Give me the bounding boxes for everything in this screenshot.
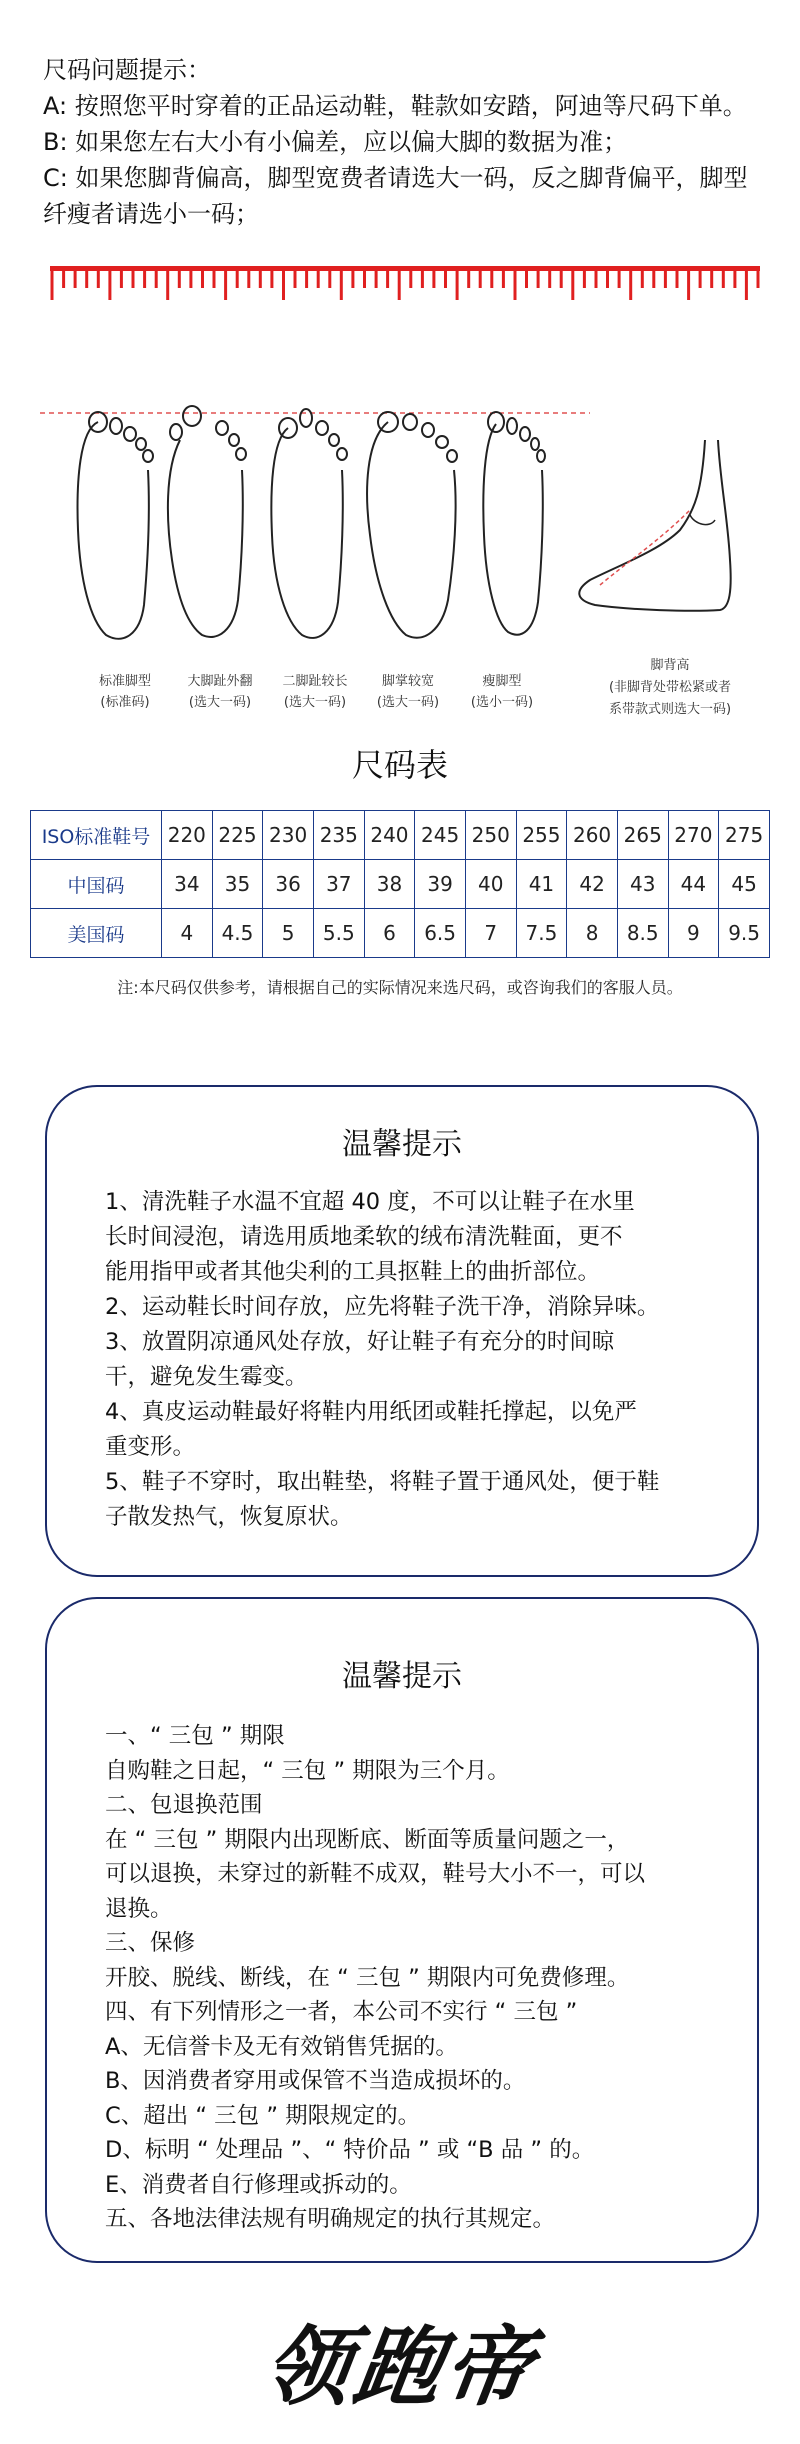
warranty-line: 三、保修 [105,1930,196,1956]
foot-side-instep [579,440,730,611]
size-cell: 5.5 [313,909,364,958]
warranty-line: 开胶、脱线、断线，在 “ 三包 ” 期限内可免费修理。 [105,1964,630,1991]
ruler-tick [340,266,343,300]
ruler-tick [421,266,424,288]
warranty-line: 退换。 [105,1895,173,1922]
ruler-tick [467,266,470,288]
ruler-tick [270,266,273,288]
care-line: 3、放置阴凉通风处存放，好让鞋子有充分的时间晾 [105,1329,615,1355]
foot-caption-standard-2: (标准码) [100,695,150,710]
foot-caption-thin-1: 瘦脚型 [482,674,522,689]
ruler-tick [757,266,760,288]
ruler-tick [548,266,551,288]
ruler-tick [595,266,598,288]
ruler-tick [305,266,308,288]
care-line: 能用指甲或者其他尖利的工具抠鞋上的曲折部位。 [105,1259,601,1285]
ruler-tick [710,266,713,288]
ruler-tick [328,266,331,288]
ruler-tick [85,266,88,288]
tips-heading: 尺码问题提示： [43,56,211,84]
ruler-tick [201,266,204,288]
size-cell: 235 [313,811,364,860]
size-cell: 5 [263,909,314,958]
ruler-tick [143,266,146,288]
ruler-tick [745,266,748,300]
foot-caption-standard-1: 标准脚型 [98,674,152,689]
size-row-label: 美国码 [31,909,162,958]
ruler-tick [294,266,297,288]
ruler-tick [618,266,621,288]
care-line: 长时间浸泡，请选用质地柔软的绒布清洗鞋面，更不 [105,1224,623,1250]
ruler-tick [722,266,725,288]
size-cell: 37 [313,860,364,909]
ruler-tick [514,266,517,300]
warranty-line: 五、各地法律法规有明确规定的执行其规定。 [105,2206,556,2232]
size-cell: 36 [263,860,314,909]
brand-logo: 领跑帝 [257,2318,543,2418]
warranty-body [105,1719,645,2237]
ruler-tick [108,266,111,300]
size-cell: 4.5 [212,909,263,958]
size-cell: 38 [364,860,415,909]
size-cell: 9 [668,909,719,958]
size-cell: 8.5 [617,909,668,958]
ruler-tick [398,266,401,300]
size-row-us [31,909,770,958]
size-row-label: 中国码 [31,860,162,909]
size-cell: 275 [719,811,770,860]
ruler-tick [664,266,667,288]
size-cell: 265 [617,811,668,860]
warranty-line: 二、包退换范围 [105,1792,263,1818]
ruler-tick [213,266,216,288]
care-line: 4、真皮运动鞋最好将鞋内用纸团或鞋托撑起，以免严 [105,1399,637,1425]
instep-caption-3: 系带款式则选大一码) [608,702,732,717]
size-cell: 41 [516,860,567,909]
warranty-title: 温馨提示 [342,1659,462,1694]
size-cell: 270 [668,811,719,860]
tip-c-cont: 纤瘦者请选小一码； [43,200,259,228]
size-cell: 8 [567,909,618,958]
ruler-tick [51,266,54,300]
warranty-line: 自购鞋之日起，“ 三包 ” 期限为三个月。 [105,1757,510,1784]
size-cell: 230 [263,811,314,860]
ruler-tick [282,266,285,300]
instep-caption-1: 脚背高 [650,658,690,673]
foot-thin [483,412,545,635]
ruler-graphic [50,266,760,306]
size-row-label: ISO标准鞋号 [31,811,162,860]
size-cell: 6 [364,909,415,958]
ruler-tick [259,266,262,288]
size-cell: 220 [162,811,213,860]
ruler-tick [409,266,412,288]
ruler-tick [687,266,690,300]
warranty-line: 四、有下列情形之一者，本公司不实行 “ 三包 ” [105,1999,578,2025]
ruler-tick [456,266,459,300]
size-row-china [31,860,770,909]
size-cell: 43 [617,860,668,909]
ruler-tick [236,266,239,288]
ruler-tick [74,266,77,288]
size-cell: 225 [212,811,263,860]
ruler-tick [247,266,250,288]
size-table [30,810,770,958]
size-cell: 250 [465,811,516,860]
tip-b: B: 如果您左右大小有小偏差，应以偏大脚的数据为准； [43,128,628,156]
size-cell: 245 [415,811,466,860]
care-line: 2、运动鞋长时间存放，应先将鞋子洗干净，消除异味。 [105,1294,660,1320]
size-cell: 40 [465,860,516,909]
ruler-tick [537,266,540,288]
care-tips-title: 温馨提示 [342,1127,462,1162]
ruler-tick [479,266,482,288]
ruler-tick [363,266,366,288]
instep-caption [570,655,770,721]
warranty-line: D、标明 “ 处理品 ”、“ 特价品 ” 或 “B 品 ” 的。 [105,2137,595,2163]
tip-a: A: 按照您平时穿着的正品运动鞋，鞋款如安踏，阿迪等尺码下单。 [43,92,747,120]
ruler-tick [432,266,435,288]
warranty-line: A、无信誉卡及无有效销售凭据的。 [105,2033,458,2060]
warranty-line: B、因消费者穿用或保管不当造成损坏的。 [105,2068,526,2094]
ruler-tick [525,266,528,288]
size-cell: 7 [465,909,516,958]
warranty-line: 在 “ 三包 ” 期限内出现断底、断面等质量问题之一， [105,1826,630,1853]
ruler-tick [375,266,378,288]
care-line: 1、清洗鞋子水温不宜超 40 度，不可以让鞋子在水里 [105,1189,635,1215]
ruler-tick [733,266,736,288]
ruler-tick [351,266,354,288]
care-line: 重变形。 [105,1434,196,1460]
warranty-card [45,1597,759,2263]
size-cell: 42 [567,860,618,909]
ruler-tick [97,266,100,288]
ruler-tick [62,266,65,288]
ruler-tick [444,266,447,288]
foot-caption-thin-2: (选小一码) [470,695,534,710]
size-cell: 240 [364,811,415,860]
ruler-tick [652,266,655,288]
care-tips-body [105,1185,659,1535]
ruler-tick [386,266,389,288]
instep-caption-2: (非脚背处带松紧或者 [608,680,732,695]
ruler-tick [641,266,644,288]
size-cell: 9.5 [719,909,770,958]
ruler-ticks [51,266,760,300]
ruler-tick [189,266,192,288]
size-cell: 44 [668,860,719,909]
care-tips-card [45,1085,759,1577]
size-row-iso [31,811,770,860]
ruler-tick [676,266,679,288]
size-table-note: 注:本尺码仅供参考，请根据自己的实际情况来选尺码，或咨询我们的客服人员。 [117,978,683,997]
ruler-tick [132,266,135,288]
ruler-tick [502,266,505,288]
foot-caption-second-toe-2: (选大一码) [283,695,347,710]
size-cell: 255 [516,811,567,860]
size-cell: 4 [162,909,213,958]
ruler-tick [166,266,169,300]
ruler-tick [629,266,632,300]
foot-standard [78,412,153,639]
warranty-line: E、消费者自行修理或拆动的。 [105,2171,412,2198]
size-cell: 45 [719,860,770,909]
size-cell: 34 [162,860,213,909]
ruler-tick [155,266,158,288]
ruler-tick [120,266,123,288]
foot-bunion [168,406,246,637]
ruler-tick [224,266,227,300]
ruler-tick [571,266,574,300]
warranty-line: 一、“ 三包 ” 期限 [105,1723,285,1749]
size-tips [43,52,763,232]
care-line: 干，避免发生霉变。 [105,1364,308,1390]
care-line: 子散发热气，恢复原状。 [105,1504,353,1530]
foot-caption-second-toe-1: 二脚趾较长 [282,674,348,689]
foot-caption-bunion-2: (选大一码) [188,695,252,710]
size-cell: 7.5 [516,909,567,958]
ruler-tick [560,266,563,288]
ruler-tick [490,266,493,288]
foot-caption-bunion-1: 大脚趾外翻 [187,674,253,689]
ruler-tick [606,266,609,288]
tip-c: C: 如果您脚背偏高，脚型宽费者请选大一码，反之脚背偏平，脚型 [43,164,748,192]
size-cell: 260 [567,811,618,860]
ruler-tick [178,266,181,288]
foot-caption-wide-2: (选大一码) [376,695,440,710]
foot-wide [367,412,457,638]
warranty-line: C、超出 “ 三包 ” 期限规定的。 [105,2102,421,2129]
care-line: 5、鞋子不穿时，取出鞋垫，将鞋子置于通风处，便于鞋 [105,1469,660,1495]
ruler-tick [699,266,702,288]
size-cell: 35 [212,860,263,909]
ruler-tick [317,266,320,288]
foot-long-second-toe [271,409,347,638]
ruler-tick [583,266,586,288]
size-table-title: 尺码表 [351,746,448,784]
size-cell: 6.5 [415,909,466,958]
warranty-line: 可以退换，未穿过的新鞋不成双，鞋号大小不一，可以 [105,1861,646,1887]
foot-caption-wide-1: 脚掌较宽 [381,674,435,689]
size-cell: 39 [415,860,466,909]
